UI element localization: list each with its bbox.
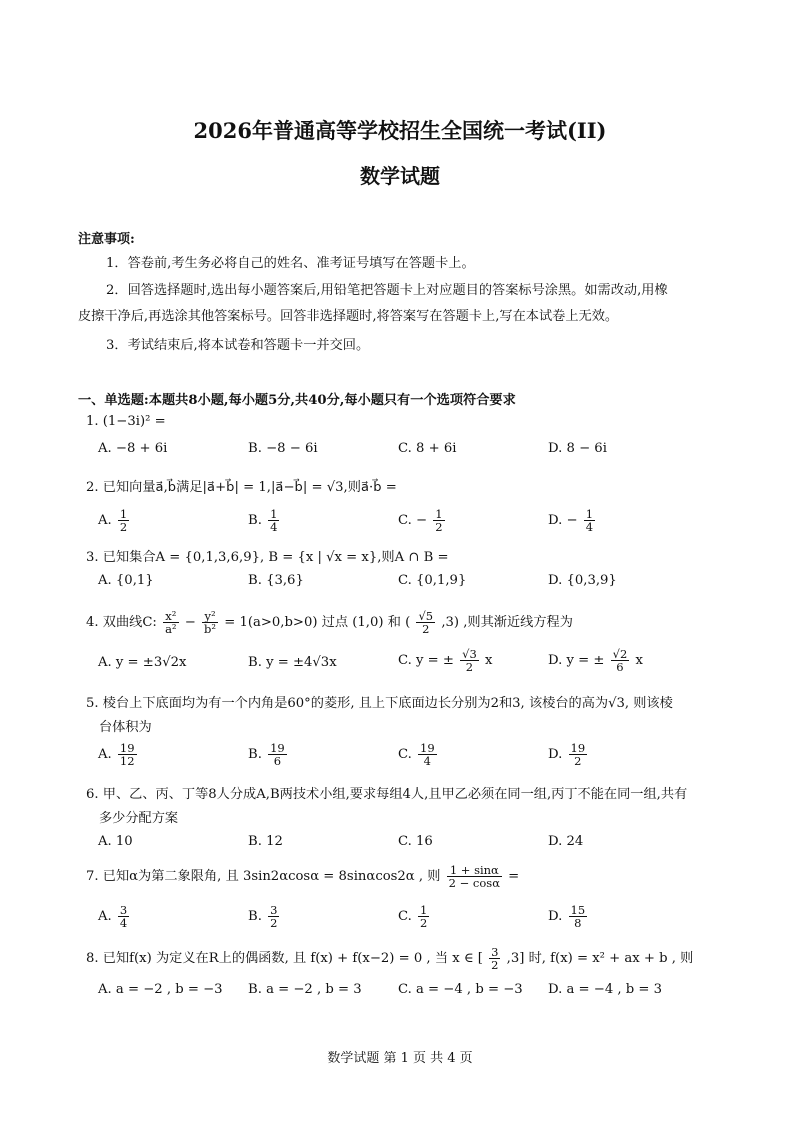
- q2-option-a: A. $\frac{1}{2}$: [98, 507, 128, 534]
- q5-option-d: D. $\frac{19}{2}$: [548, 741, 586, 768]
- fraction: $\frac{1}{4}$: [270, 507, 278, 534]
- q7-stem: 7. 已知α为第二象限角, 且 3sin2αcosα = 8sinαcos2α , 则 $\frac{1 + \sin\alpha}{2 - \cos\alpha}$ =: [86, 863, 520, 890]
- q5-option-b: B. $\frac{19}{6}$: [248, 741, 285, 768]
- notice-item-2a: 2．回答选择题时,选出每小题答案后,用铅笔把答题卡上对应题目的答案标号涂黑。如需改动,用橡: [106, 283, 668, 298]
- fraction: $\frac{1 + \sin\alpha}{2 - \cos\alpha}$: [448, 863, 500, 890]
- q5-option-c: C. $\frac{19}{4}$: [398, 741, 435, 768]
- q8-option-d: D. a = −4 , b = 3: [548, 982, 663, 997]
- fraction: $\frac{19}{4}$: [420, 741, 435, 768]
- q6-option-c: C. 16: [398, 834, 433, 849]
- q4-option-b: B. y = ±4√3x: [248, 655, 337, 670]
- q4-option-d: D. y = ± $\frac{√2}{6}$ x: [548, 647, 643, 674]
- exam-title: 2026年普通高等学校招生全国统一考试(II): [193, 118, 607, 143]
- q3-option-d: D. {0,3,9}: [548, 573, 617, 588]
- q6-option-a: A. 10: [98, 834, 133, 849]
- q4-option-a: A. y = ±3√2x: [98, 655, 187, 670]
- fraction: $\frac{\text{y²}}{\text{b²}}$: [204, 609, 216, 636]
- q4-stem: 4. 双曲线C: $\frac{\text{x²}}{\text{a²}}$ − $\frac{\text{y²}}{\text{b²}}$ = 1(a>0,b>0) 过点 (1,0) 和 ( $\frac{√5}{2}$ ,3) ,则其渐近线方程为: [86, 609, 573, 636]
- fraction: $\frac{19}{2}$: [570, 741, 586, 768]
- fraction: $\frac{19}{6}$: [270, 741, 285, 768]
- fraction: $\frac{√5}{2}$: [418, 609, 434, 636]
- notice-item-2b: 皮擦干净后,再选涂其他答案标号。回答非选择题时,将答案写在答题卡上,写在本试卷上无效。: [78, 309, 619, 324]
- notice-item-1: 1．答卷前,考生务必将自己的姓名、准考证号填写在答题卡上。: [106, 256, 475, 271]
- q2-option-c: C. − $\frac{1}{2}$: [398, 507, 443, 534]
- q1-option-a: A. −8 + 6i: [98, 441, 168, 456]
- fraction: $\frac{3}{2}$: [270, 903, 278, 930]
- q7-option-d: D. $\frac{15}{8}$: [548, 903, 586, 930]
- fraction: $\frac{1}{2}$: [420, 903, 428, 930]
- q1-option-b: B. −8 − 6i: [248, 441, 318, 456]
- page-footer: 数学试题 第 1 页 共 4 页: [327, 1051, 473, 1066]
- q6-option-d: D. 24: [548, 834, 584, 849]
- q7-option-c: C. $\frac{1}{2}$: [398, 903, 428, 930]
- q6-option-b: B. 12: [248, 834, 283, 849]
- fraction: $\frac{15}{8}$: [570, 903, 586, 930]
- q6-stem: 6. 甲、乙、丙、丁等8人分成A,B两技术小组,要求每组4人,且甲乙必须在同一组,丙丁不能在同一组,共有 多少分配方案: [86, 787, 688, 826]
- q7-option-a: A. $\frac{3}{4}$: [98, 903, 128, 930]
- fraction: $\frac{√3}{2}$: [462, 647, 477, 674]
- q4-option-c: C. y = ± $\frac{√3}{2}$ x: [398, 647, 493, 674]
- q3-option-a: A. {0,1}: [98, 573, 154, 588]
- fraction: $\frac{3}{2}$: [491, 945, 499, 972]
- section-heading: 一、单选题:本题共8小题,每小题5分,共40分,每小题只有一个选项符合要求: [78, 393, 516, 408]
- q2-stem: 2. 已知向量a⃗,b⃗满足|a⃗+b⃗| = 1,|a⃗−b⃗| = √3,则a⃗·b⃗ =: [86, 480, 397, 495]
- q3-option-c: C. {0,1,9}: [398, 573, 467, 588]
- fraction: $\frac{3}{4}$: [119, 903, 128, 930]
- q8-option-a: A. a = −2 , b = −3: [98, 982, 223, 997]
- q8-option-c: C. a = −4 , b = −3: [398, 982, 523, 997]
- notice-heading: 注意事项:: [78, 232, 135, 247]
- q8-stem: 8. 已知f(x) 为定义在R上的偶函数, 且 f(x) + f(x−2) = 0 , 当 x ∈ [ $\frac{3}{2}$ ,3] 时, f(x) = x² + ax + b , 则: [86, 945, 694, 972]
- q8-option-b: B. a = −2 , b = 3: [248, 982, 362, 997]
- fraction: $\frac{1}{2}$: [119, 507, 128, 534]
- q3-option-b: B. {3,6}: [248, 573, 304, 588]
- q5-option-a: A. $\frac{19}{12}$: [98, 741, 135, 768]
- q5-stem: 5. 棱台上下底面均为有一个内角是60°的菱形, 且上下底面边长分别为2和3, 该棱台的高为√3, 则该棱 台体积为: [86, 696, 673, 735]
- q1-option-d: D. 8 − 6i: [548, 441, 607, 456]
- q1-option-c: C. 8 + 6i: [398, 441, 457, 456]
- exam-subtitle: 数学试题: [360, 164, 440, 188]
- fraction: $\frac{1}{2}$: [435, 507, 443, 534]
- q7-option-b: B. $\frac{3}{2}$: [248, 903, 278, 930]
- q2-option-d: D. − $\frac{1}{4}$: [548, 507, 594, 534]
- q2-option-b: B. $\frac{1}{4}$: [248, 507, 278, 534]
- fraction: $\frac{√2}{6}$: [612, 647, 628, 674]
- q3-stem: 3. 已知集合A = {0,1,3,6,9}, B = {x | √x = x},则A ∩ B =: [86, 550, 449, 565]
- notice-item-3: 3．考试结束后,将本试卷和答题卡一并交回。: [106, 338, 370, 353]
- q1-stem: 1. (1−3i)² =: [86, 414, 166, 429]
- fraction: $\frac{19}{12}$: [119, 741, 135, 768]
- fraction: $\frac{1}{4}$: [585, 507, 594, 534]
- fraction: $\frac{\text{x²}}{\text{a²}}$: [165, 609, 177, 636]
